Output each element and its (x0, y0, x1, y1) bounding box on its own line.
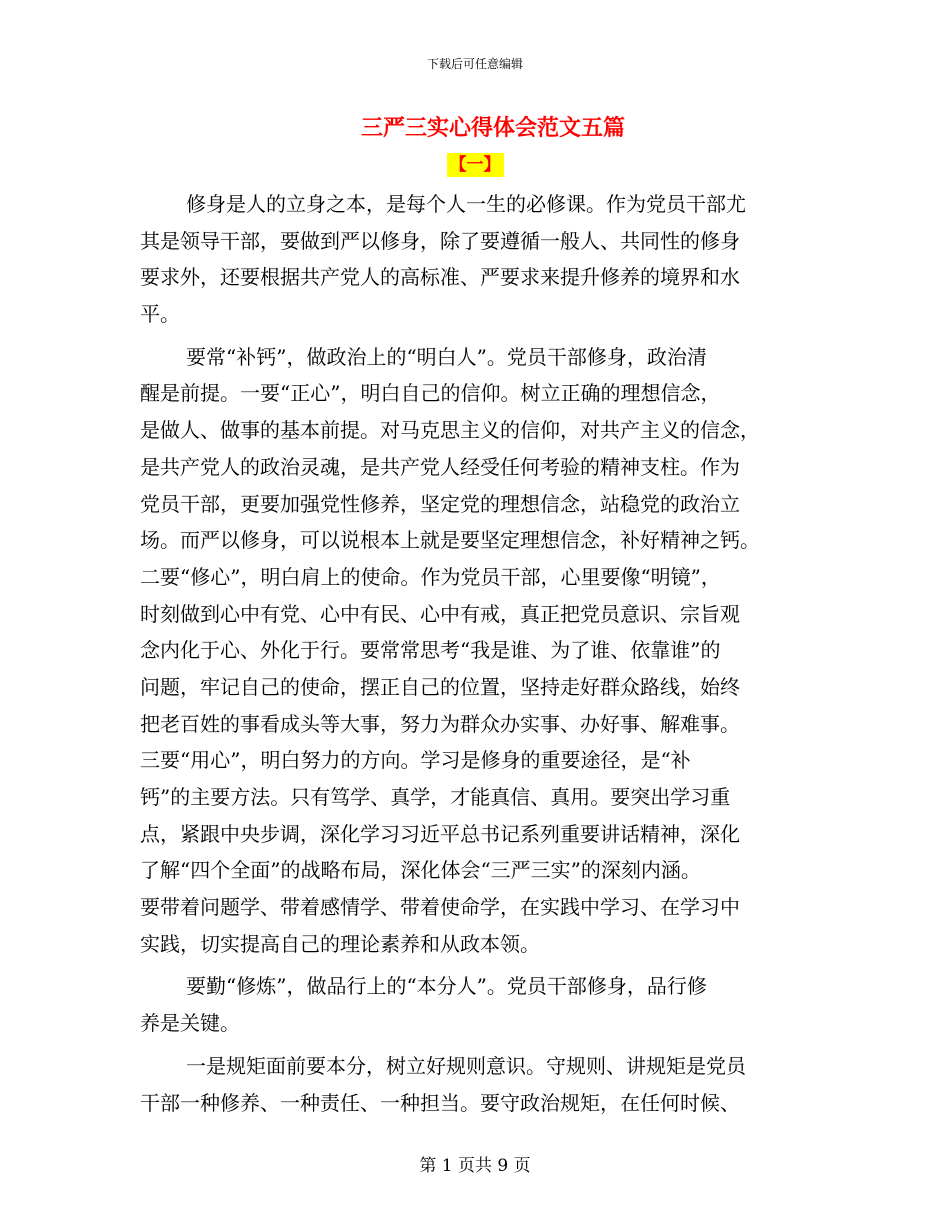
text-line: 把老百姓的事看成头等大事，努力为群众办实事、办好事、解难事。 (140, 711, 740, 736)
text-line: 养是关键。 (140, 1011, 240, 1036)
text-line: 要常“补钙”，做政治上的“明白人”。党员干部修身，政治清 (186, 344, 707, 369)
text-line: 时刻做到心中有党、心中有民、心中有戒，真正把党员意识、宗旨观 (140, 601, 740, 626)
paragraph (140, 968, 810, 1041)
text-line: 要带着问题学、带着感情学、带着使命学，在实践中学习、在学习中 (140, 895, 740, 920)
document-title: 三严三实心得体会范文五篇 (360, 116, 625, 141)
text-line: 二要“修心”，明白肩上的使命。作为党员干部，心里要像“明镜”， (140, 564, 721, 589)
text-line: 是共产党人的政治灵魂，是共产党人经受任何考验的精神支柱。作为 (140, 454, 740, 479)
text-line: 钙”的主要方法。只有笃学、真学，才能真信、真用。要突出学习重 (140, 785, 731, 809)
text-line: 党员干部，更要加强党性修养，坚定党的理想信念，站稳党的政治立 (140, 491, 740, 516)
section-marker: 【一】 (447, 153, 504, 177)
paragraph (140, 339, 810, 963)
text-line: 三要“用心”，明白努力的方向。学习是修身的重要途径，是“补 (140, 748, 691, 773)
text-line: 平。 (140, 302, 180, 327)
text-line: 了解“四个全面”的战略布局，深化体会“三严三实”的深刻内涵。 (140, 858, 701, 883)
text-line: 念内化于心、外化于行。要常常思考“我是谁、为了谁、依靠谁”的 (140, 638, 721, 663)
paragraph (140, 186, 810, 333)
text-line: 干部一种修养、一种责任、一种担当。要守政治规矩，在任何时候、 (140, 1090, 740, 1115)
page-header-note: 下载后可任意编辑 (426, 57, 523, 71)
text-line: 醒是前提。一要“正心”，明白自己的信仰。树立正确的理想信念， (140, 381, 721, 406)
page-footer: 第 1 页共 9 页 (419, 1156, 531, 1176)
text-line: 一是规矩面前要本分，树立好规则意识。守规则、讲规矩是党员 (186, 1053, 746, 1078)
text-line: 要求外，还要根据共产党人的高标准、严要求来提升修养的境界和水 (140, 265, 740, 290)
paragraph (140, 1048, 810, 1121)
text-line: 要勤“修炼”，做品行上的“本分人”。党员干部修身，品行修 (186, 974, 707, 999)
text-line: 其是领导干部，要做到严以修身，除了要遵循一般人、共同性的修身 (140, 228, 740, 253)
text-line: 实践，切实提高自己的理论素养和从政本领。 (140, 931, 540, 956)
text-line: 场。而严以修身，可以说根本上就是要坚定理想信念，补好精神之钙。 (140, 528, 760, 553)
text-line: 是做人、做事的基本前提。对马克思主义的信仰，对共产主义的信念， (140, 418, 760, 443)
section-marker-container (0, 153, 950, 177)
document-body (140, 186, 810, 1121)
text-line: 点，紧跟中央步调，深化学习习近平总书记系列重要讲话精神，深化 (140, 821, 740, 846)
text-line: 修身是人的立身之本，是每个人一生的必修课。作为党员干部尤 (186, 192, 746, 216)
text-line: 问题，牢记自己的使命，摆正自己的位置，坚持走好群众路线，始终 (140, 674, 740, 699)
